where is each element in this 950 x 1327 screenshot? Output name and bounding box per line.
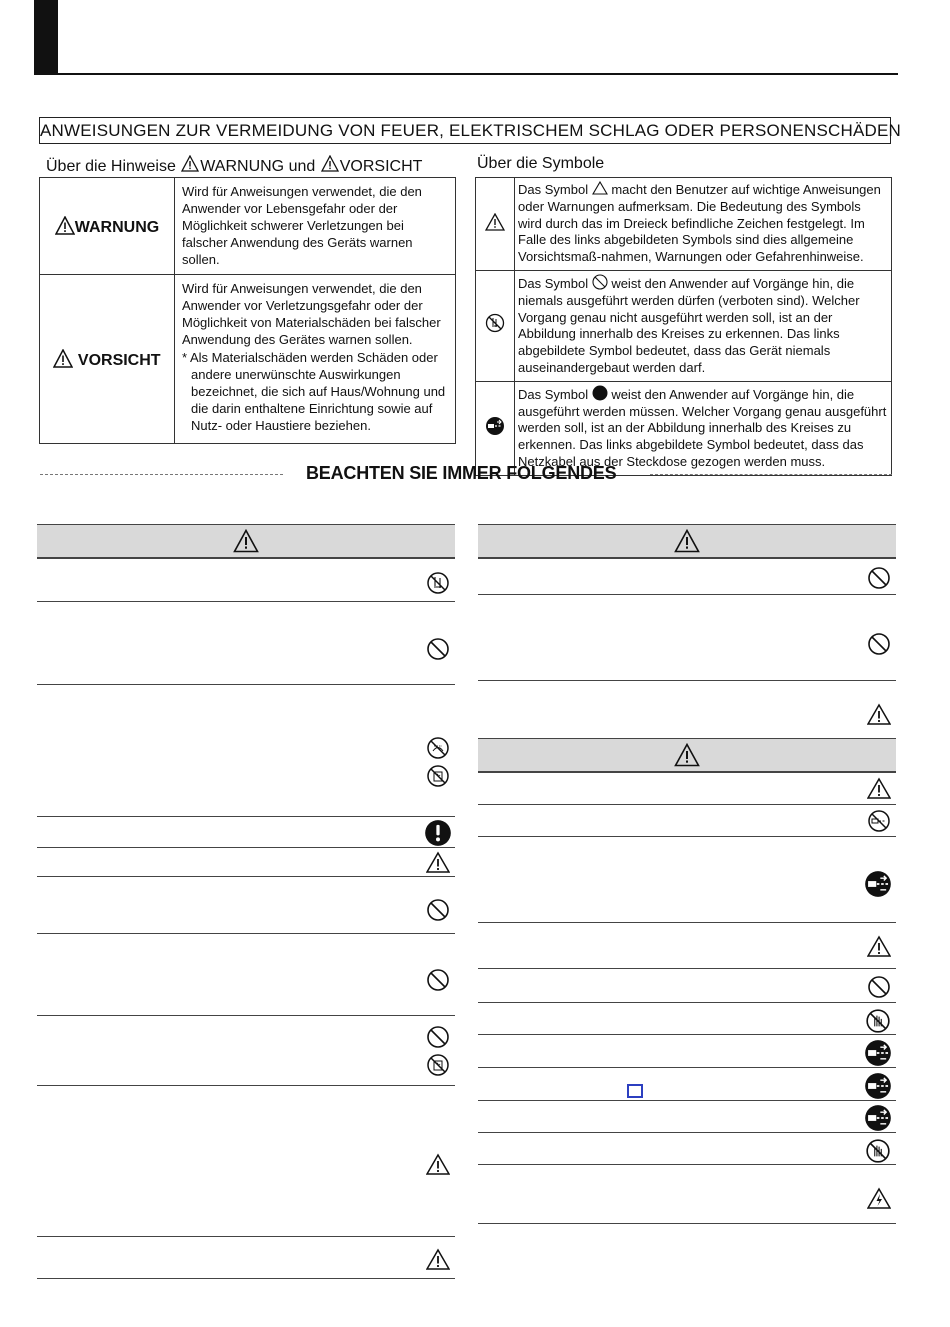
vorsicht-label: VORSICHT [77,351,161,369]
no-wet-hands-icon [865,1008,891,1039]
warning-triangle-icon [674,529,700,553]
right-row-divider [478,1164,896,1165]
left-row-divider [37,1085,455,1086]
no-wet-hands-icon [865,1138,891,1169]
prohibit-icon [867,566,891,595]
prohibit-symbol-text-post: weist den Anwender auf Vorgänge hin, die niemals ausgeführt werden dürfen (verboten sind). Welcher Vorgang genau nicht ausgeführt werden soll, ist an der Abbildung innerhalb des Kreises zu erkennen. Das links abgebildete Symbol bedeutet, dass das Gerät niemals auseinandergebaut werden darf. [518,276,860,375]
prohibit-circle-icon [592,274,608,290]
hinweise-heading-warnung: WARNUNG [200,158,285,175]
caution-icon [867,703,891,732]
warnung-label: WARNUNG [74,218,160,236]
unplug-icon [864,870,892,903]
warning-triangle-icon [321,155,339,172]
unplug-icon [864,1039,892,1072]
vorsicht-note: * Als Materialschäden werden Schäden oder andere unerwünschte Auswirkungen bezeichnet, die sich auf Haus/Wohnung und die darin enthaltene Einrichtung sowie auf Nutz- oder Haustiere beziehen. [182,350,446,433]
symbole-table [475,177,892,476]
triangle-symbol-text-post: macht den Benutzer auf wichtige Anweisungen oder Warnungen aufmerksam. Die Bedeutung des Symbols wird durch das im Dreieck befindliche Zeichen festgelegt. Im Falle des links abgebildeten Symbols sind dies allgemeine Vorsichtsmaß-nahmen, Warnungen oder Gefahrenhinweise. [518,182,881,265]
right-row-divider [478,1034,896,1035]
hinweise-table [39,177,456,444]
caution-icon [426,1153,450,1182]
warning-triangle-icon [55,216,75,235]
left-row-divider [37,558,455,559]
right-row-divider [478,1067,896,1068]
right-row-divider [478,804,896,805]
left-row-divider [37,933,455,934]
prohibit-icon [426,968,450,997]
warning-triangle-icon [53,349,73,368]
left-row-divider [37,601,455,602]
filled-circle-icon [592,385,608,401]
vorsicht-label-cell [40,275,175,444]
unplug-icon [864,1104,892,1137]
prohibit-icon [426,1025,450,1054]
mandatory-symbol-text-post: weist den Anwender auf Vorgänge hin, die ausgeführt werden müssen. Welcher Vorgang genau ausgeführt werden soll, ist an der Abbildung innerhalb des Kreises zu erkennen. Das links abgebildete Symbol bedeutet, dass das Netzkabel aus der Steckdose gezogen werden muss. [518,386,887,469]
no-wet-icon [426,1053,450,1082]
no-touch-icon [426,736,450,765]
right-row-divider [478,968,896,969]
left-row-divider [37,1236,455,1237]
caution-icon [426,1248,450,1277]
right-row-divider [478,558,896,559]
left-row-divider [37,847,455,848]
prohibit-symbol-text-pre: Das Symbol [518,276,592,291]
no-wet-icon [426,764,450,793]
warnung-section-header [37,524,455,558]
prohibit-symbol-description [515,271,892,382]
right-row-divider [478,680,896,681]
symbole-heading: Über die Symbole [477,155,605,172]
selection-marker[interactable] [627,1084,643,1098]
prohibit-symbol-cell [476,271,515,382]
warning-triangle-icon [674,743,700,767]
no-disassemble-icon [485,313,505,333]
dashed-rule-left [40,474,283,475]
electric-shock-icon [867,1187,891,1216]
warnung-description: Wird für Anweisungen verwendet, die den Anwender vor Lebensgefahr oder der Möglichkeit schwerer Verletzungen bei falscher Anwendung des Geräts warnen sollen. [175,178,456,275]
right-row-divider [478,1002,896,1003]
left-row-divider [37,1015,455,1016]
triangle-outline-icon [592,181,608,195]
left-row-divider [37,876,455,877]
triangle-symbol-description [515,178,892,271]
caution-icon [867,935,891,964]
main-title: ANWEISUNGEN ZUR VERMEIDUNG VON FEUER, ELEKTRISCHEM SCHLAG ODER PERSONENSCHÄDEN [39,117,891,144]
triangle-symbol-cell [476,178,515,271]
prohibit-icon [426,898,450,927]
mandatory-symbol-cell [476,381,515,475]
unplug-icon [485,416,505,436]
prohibit-icon [426,637,450,666]
prohibit-icon [867,975,891,1004]
warnung-section-header-right [478,524,896,558]
mandatory-icon [424,819,452,852]
triangle-symbol-text-pre: Das Symbol [518,182,592,197]
hinweise-heading [46,155,422,176]
right-row-divider [478,772,896,773]
mandatory-symbol-description [515,381,892,475]
prohibit-icon [867,632,891,661]
left-row-divider [37,1278,455,1279]
left-row-divider [37,684,455,685]
no-disconnect-icon [867,809,891,838]
warning-triangle-icon [485,213,505,231]
warning-triangle-icon [233,529,259,553]
right-row-divider [478,1223,896,1224]
top-rule [34,73,898,75]
warning-triangle-icon [181,155,199,172]
hinweise-heading-und: und [284,158,320,175]
right-row-divider [478,836,896,837]
hinweise-heading-vorsicht: VORSICHT [339,158,423,175]
left-row-divider [37,816,455,817]
hinweise-heading-prefix: Über die Hinweise [46,158,181,175]
dashed-rule-right [650,474,892,475]
warnung-label-cell [40,178,175,275]
vorsicht-description-cell [175,275,456,444]
right-row-divider [478,594,896,595]
right-row-divider [478,1100,896,1101]
right-row-divider [478,922,896,923]
vorsicht-description: Wird für Anweisungen verwendet, die den Anwender vor Verletzungsgefahr oder der Möglichkeit von Materialschäden bei falscher Anwendung des Gerätes warnen sollen. [182,281,441,347]
mandatory-symbol-text-pre: Das Symbol [518,386,592,402]
caution-icon [426,851,450,880]
page-edge-tab [34,0,58,74]
right-row-divider [478,1132,896,1133]
unplug-icon [864,1072,892,1105]
caution-icon [867,777,891,806]
vorsicht-section-header [478,738,896,772]
beachten-heading: BEACHTEN SIE IMMER FOLGENDES [306,463,617,483]
no-disassemble-icon [426,571,450,600]
